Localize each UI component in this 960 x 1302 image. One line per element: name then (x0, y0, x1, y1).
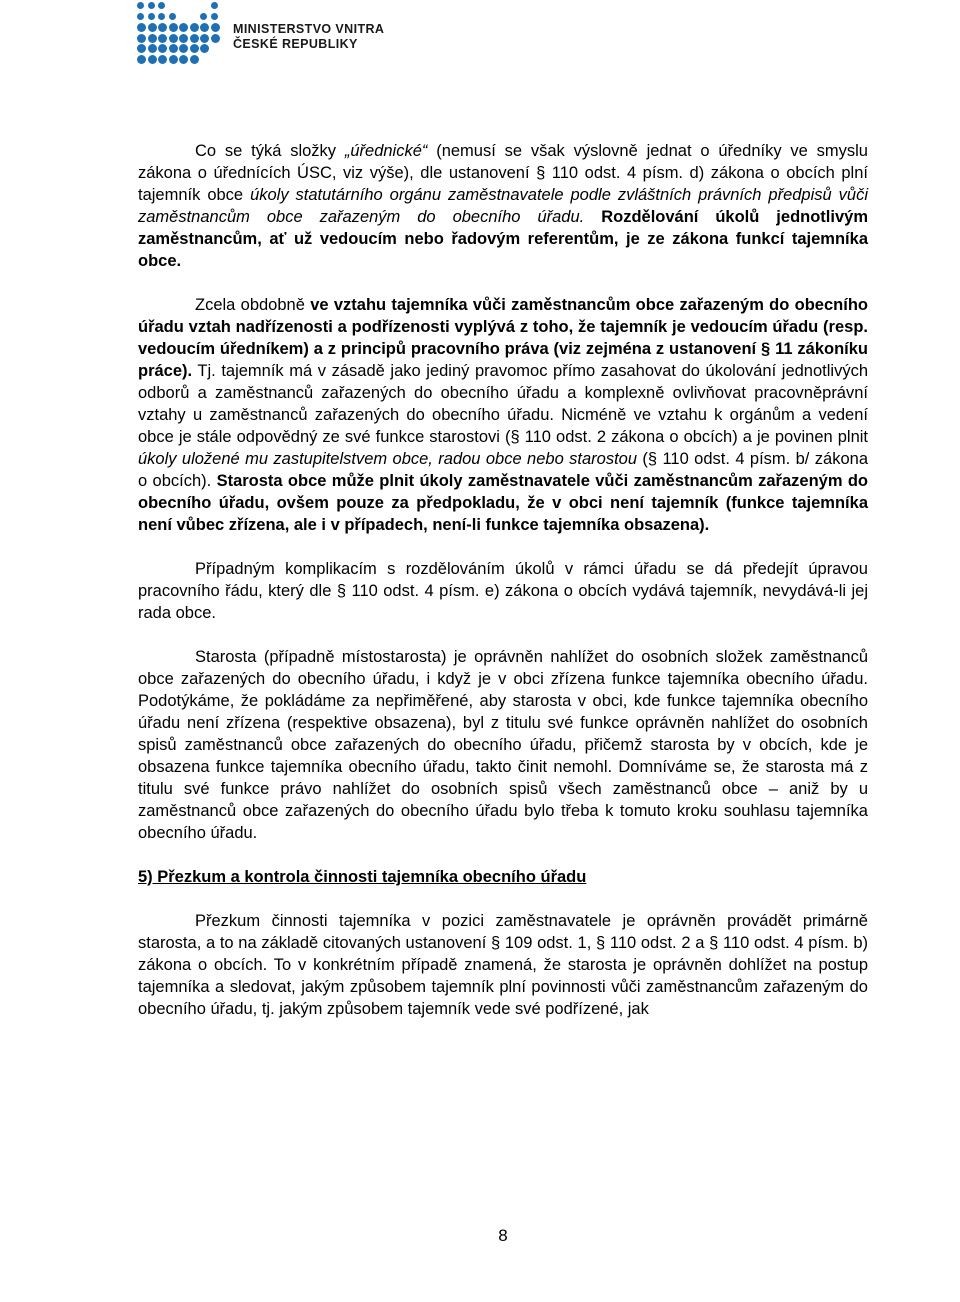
logo-dot (169, 44, 178, 53)
paragraph-2 (138, 294, 868, 536)
text-run-bold: Rozdělování úkolů jednotlivým zaměstnancům, ať už vedoucím nebo řadovým referentům, je ze zákona funkcí tajemníka obce. (138, 208, 868, 270)
logo-dot (137, 13, 144, 20)
logo-dot (148, 44, 157, 53)
paragraph-4: Starosta (případně místostarosta) je oprávněn nahlížet do osobních složek zaměstnanců obce zařazených do obecního úřadu, i když je v obci zřízena funkce tajemníka obecního úřadu. Podotýkáme, že pokládáme za nepřiměřené, aby starosta v obci, kde funkce tajemníka obecního úřadu není zřízena (respektive obsazena), byl z titulu své funkce oprávněn nahlížet do osobních spisů zaměstnanců obce zařazených do obecního úřadu, přičemž starosta by v obcích, kde je obsazena funkce tajemníka obecního úřadu, takto činit nemohl. Domníváme se, že starosta má z titulu své funkce právo nahlížet do osobních spisů všech zaměstnanců obce – aniž by u zaměstnanců obce zařazených do obecního úřadu bylo třeba k tomuto kroku souhlasu tajemníka obecního úřadu. (138, 648, 868, 842)
logo-dot (169, 34, 178, 43)
ministry-logo-icon (137, 2, 221, 68)
logo-dot (148, 55, 157, 64)
logo-dot (200, 13, 207, 20)
document-body (138, 140, 868, 1042)
paragraph-1 (138, 140, 868, 272)
logo-dot (200, 23, 209, 32)
logo-dot (137, 2, 144, 9)
logo-dot (137, 55, 146, 64)
logo-dot (158, 2, 165, 9)
logo-dot (179, 34, 188, 43)
logo-dot (169, 13, 176, 20)
logo-dot (190, 23, 199, 32)
text-run-italic: úkoly uložené mu zastupitelstvem obce, radou obce nebo starostou (138, 450, 638, 468)
logo-dot (211, 2, 218, 9)
logo-dot (148, 34, 157, 43)
text-run: Zcela obdobně (195, 296, 311, 314)
text-run: Co se týká složky (195, 142, 345, 160)
logo-dot (169, 23, 178, 32)
logo-dot (190, 44, 199, 53)
text-run-bold: ve vztahu tajemníka vůči zaměstnancům obce zařazeným do obecního úřadu vztah nadřízenosti a podřízenosti vyplývá z toho, že tajemník je vedoucím úřadu (resp. vedoucím úředníkem) a z principů pracovního práva (viz zejména z ustanovení § 11 zákoníku práce). (138, 296, 868, 380)
logo-dot (158, 13, 165, 20)
ministry-name-line2: ČESKÉ REPUBLIKY (233, 37, 358, 51)
text-run-bold: Starosta obce může plnit úkoly zaměstnavatele vůči zaměstnancům zařazeným do obecního úřadu, ovšem pouze za předpokladu, že v obci není tajemník (funkce tajemníka není vůbec zřízena, ale i v případech, není-li funkce tajemníka obsazena). (138, 472, 868, 534)
logo-dot (190, 34, 199, 43)
paragraph-3: Případným komplikacím s rozdělováním úkolů v rámci úřadu se dá předejít úpravou pracovního řádu, který dle § 110 odst. 4 písm. e) zákona o obcích vydává tajemník, nevydává-li jej rada obce. (138, 560, 868, 622)
ministry-name-line1: MINISTERSTVO VNITRA (233, 22, 385, 36)
paragraph-5: Přezkum činnosti tajemníka v pozici zaměstnavatele je oprávněn provádět primárně starosta, a to na základě citovaných ustanovení § 109 odst. 1, § 110 odst. 2 a § 110 odst. 4 písm. b) zákona o obcích. To v konkrétním případě znamená, že starosta je oprávněn dohlížet na postup tajemníka a sledovat, jakým způsobem tajemník plní povinnosti vůči zaměstnancům zařazeným do obecního úřadu, tj. jakým způsobem tajemník vede své podřízené, jak (138, 912, 868, 1018)
text-run: Tj. tajemník má v zásadě jako jediný pravomoc přímo zasahovat do úkolování jednotlivých odborů a zaměstnanců zařazených do obecního úřadu a komplexně ovlivňovat pracovněprávní vztahy u zaměstnanců zařazených do obecního úřadu. Nicméně ve vztahu k orgánům a vedení obce je stále odpovědný ze své funkce starostovi (§ 110 odst. 2 zákona o obcích) a je povinen plnit (138, 362, 868, 446)
logo-dot (137, 44, 146, 53)
logo-dot (211, 34, 220, 43)
ministry-header (137, 2, 384, 68)
logo-dot (137, 34, 146, 43)
logo-dot (179, 23, 188, 32)
logo-dot (158, 23, 167, 32)
ministry-name (233, 22, 384, 52)
logo-dot (200, 34, 209, 43)
text-run-italic: „úřednické“ (344, 142, 437, 160)
text-run-italic: úkoly statutárního orgánu zaměstnavatele podle zvláštních právních předpisů vůči zaměstnancům obce zařazeným do obecního úřadu. (138, 186, 868, 226)
logo-dot (200, 44, 209, 53)
logo-dot (211, 13, 218, 20)
logo-dot (179, 44, 188, 53)
logo-dot (148, 23, 157, 32)
logo-dot (190, 55, 199, 64)
logo-dot (211, 23, 220, 32)
logo-dot (148, 13, 155, 20)
logo-dot (137, 23, 146, 32)
logo-dot (158, 44, 167, 53)
section-heading-5: 5) Přezkum a kontrola činnosti tajemníka obecního úřadu (138, 868, 587, 886)
logo-dot (148, 2, 155, 9)
logo-dot (158, 55, 167, 64)
text-run: (nemusí se však výslovně jednat o úředníky ve smyslu zákona o úřednících ÚSC, viz výše), dle ustanovení § 110 odst. 4 písm. d) zákona o obcích plní tajemník obce (138, 142, 868, 204)
text-run: (§ 110 odst. 4 písm. b/ zákona o obcích). (138, 450, 868, 490)
page-number: 8 (498, 1226, 508, 1245)
logo-dot (179, 55, 188, 64)
logo-dot (169, 55, 178, 64)
logo-dot (158, 34, 167, 43)
